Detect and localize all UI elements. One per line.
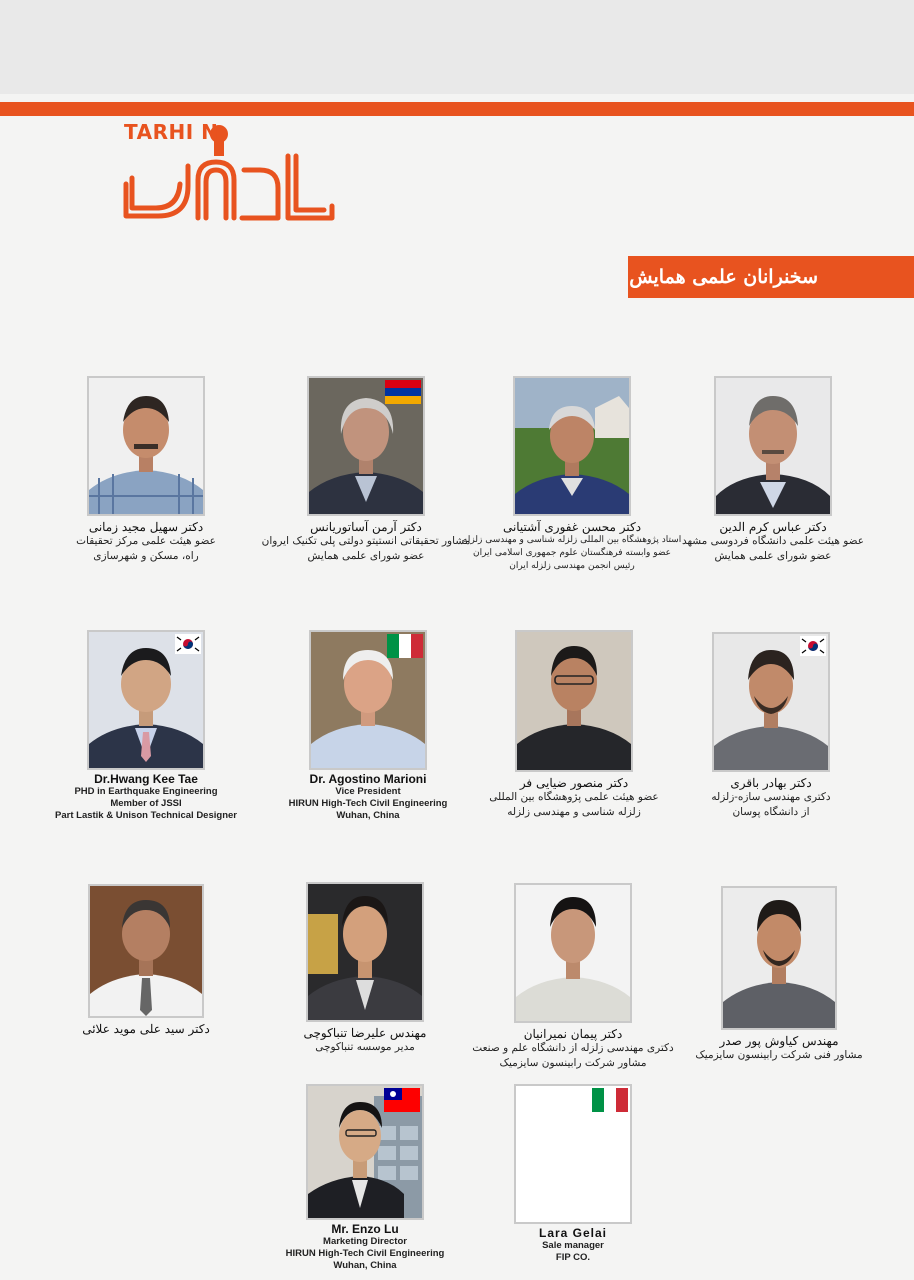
speaker-detail: عضو هیئت علمی دانشگاه فردوسی مشهد: [681, 535, 865, 547]
speaker-card: [258, 630, 478, 822]
speaker-detail: FIP CO.: [555, 1252, 591, 1263]
speaker-photo: [87, 376, 205, 516]
speaker-detail: استاد پژوهشگاه بین المللی زلزله شناسی و مهندسی زلزله: [462, 535, 682, 545]
speaker-detail: Wuhan, China: [333, 1260, 397, 1271]
speaker-detail: PHD in Earthquake Engineering: [74, 786, 218, 797]
speaker-detail: عضو هیئت علمی مرکز تحقیقات: [76, 535, 216, 547]
speaker-name: مهندس علیرضا تنباکوچی: [303, 1026, 427, 1040]
speaker-detail: رئیس انجمن مهندسی زلزله ایران: [509, 561, 635, 571]
speaker-card: [255, 1084, 475, 1272]
speaker-card: [256, 376, 476, 564]
speaker-card: [463, 1084, 683, 1264]
speaker-detail: مشاور فنی شرکت رابینسون سایزمیک: [695, 1049, 863, 1061]
speaker-card: [255, 882, 475, 1055]
speaker-name: Dr.Hwang Kee Tae: [94, 772, 198, 786]
orange-stripe: [0, 102, 914, 116]
korea-flag-icon: [175, 634, 201, 654]
speaker-photo: [306, 882, 424, 1022]
speaker-name: دکتر آرمن آساتوریانس: [310, 520, 422, 534]
speaker-name: دکتر عباس کرم الدین: [719, 520, 827, 534]
speaker-detail: HIRUN High-Tech Civil Engineering: [288, 798, 448, 809]
speaker-detail: مدیر موسسه تنباکوچی: [315, 1041, 415, 1053]
speaker-detail: Vice President: [335, 786, 401, 797]
speaker-photo: [309, 630, 427, 770]
speaker-name: دکتر بهادر باقری: [730, 776, 812, 790]
speaker-name: دکتر سید علی موید علائی: [82, 1022, 210, 1036]
speaker-detail: Part Lastik & Unison Technical Designer: [55, 810, 237, 821]
italy-flag-icon: [387, 634, 423, 658]
speaker-card: [462, 376, 682, 573]
speaker-photo: [712, 632, 830, 772]
speaker-detail: مشاور شرکت رابینسون سایزمیک: [499, 1057, 647, 1069]
logo: [118, 118, 348, 230]
speaker-detail: عضو وابسته فرهنگستان علوم جمهوری اسلامی ایران: [472, 548, 672, 558]
speaker-card: [36, 884, 256, 1036]
speaker-detail: راه، مسکن و شهرسازی: [93, 550, 199, 562]
speaker-photo: [515, 630, 633, 772]
speaker-card: [663, 376, 883, 564]
speaker-photo: [514, 883, 632, 1023]
speaker-card: [661, 632, 881, 820]
speaker-card: [463, 883, 683, 1071]
speaker-detail: Marketing Director: [323, 1236, 407, 1247]
speaker-photo: [87, 630, 205, 770]
korea-flag-icon: [800, 636, 826, 656]
speaker-photo: [306, 1084, 424, 1220]
speaker-detail: مشاور تحقیقاتی انستیتو دولتی پلی تکنیک ایروان: [261, 535, 471, 547]
speaker-detail: Sale manager: [542, 1240, 604, 1251]
speaker-photo: [714, 376, 832, 516]
speaker-detail: Member of JSSI: [110, 798, 182, 809]
speaker-photo: [88, 884, 204, 1018]
speaker-detail: دکتری مهندسی سازه-زلزله: [711, 791, 831, 803]
italy-flag-icon: [592, 1088, 628, 1112]
speaker-name: مهندس کیاوش پور صدر: [719, 1034, 839, 1048]
speaker-photo: [721, 886, 837, 1030]
speaker-name: Dr. Agostino Marioni: [309, 772, 427, 786]
speaker-name: Lara Gelai: [538, 1226, 608, 1240]
speaker-detail: دکتری مهندسی زلزله از دانشگاه علم و صنعت: [472, 1042, 674, 1054]
speaker-name: دکتر منصور ضیایی فر: [519, 776, 629, 790]
speaker-card: [36, 376, 256, 564]
speaker-detail: از دانشگاه پوسان: [732, 806, 810, 818]
section-title-banner: سخنرانان علمی همایش: [628, 256, 914, 298]
speaker-photo: [513, 376, 631, 516]
speaker-detail: عضو هیئت علمی پژوهشگاه بین المللی: [489, 791, 659, 803]
speaker-photo-placeholder: [514, 1084, 632, 1224]
speaker-detail: Wuhan, China: [336, 810, 400, 821]
armenia-flag-icon: [385, 380, 421, 404]
speaker-name: دکتر محسن غفوری آشتیانی: [502, 520, 642, 534]
top-gray-bar: [0, 0, 914, 94]
speaker-name: Mr. Enzo Lu: [331, 1222, 399, 1236]
speaker-name: دکتر پیمان نمیرانیان: [523, 1027, 623, 1041]
speaker-card: [669, 886, 889, 1063]
speaker-detail: عضو شورای علمی همایش: [307, 550, 425, 562]
speaker-card: [464, 630, 684, 820]
speaker-photo: [307, 376, 425, 516]
logo-text: TARHI N: [124, 120, 219, 144]
speaker-detail: HIRUN High-Tech Civil Engineering: [285, 1248, 445, 1259]
speaker-name: دکتر سهیل مجید زمانی: [88, 520, 204, 534]
speaker-card: [36, 630, 256, 822]
taiwan-flag-icon: [384, 1088, 420, 1112]
speaker-detail: زلزله شناسی و مهندسی زلزله: [507, 806, 641, 818]
speaker-detail: عضو شورای علمی همایش: [714, 550, 832, 562]
